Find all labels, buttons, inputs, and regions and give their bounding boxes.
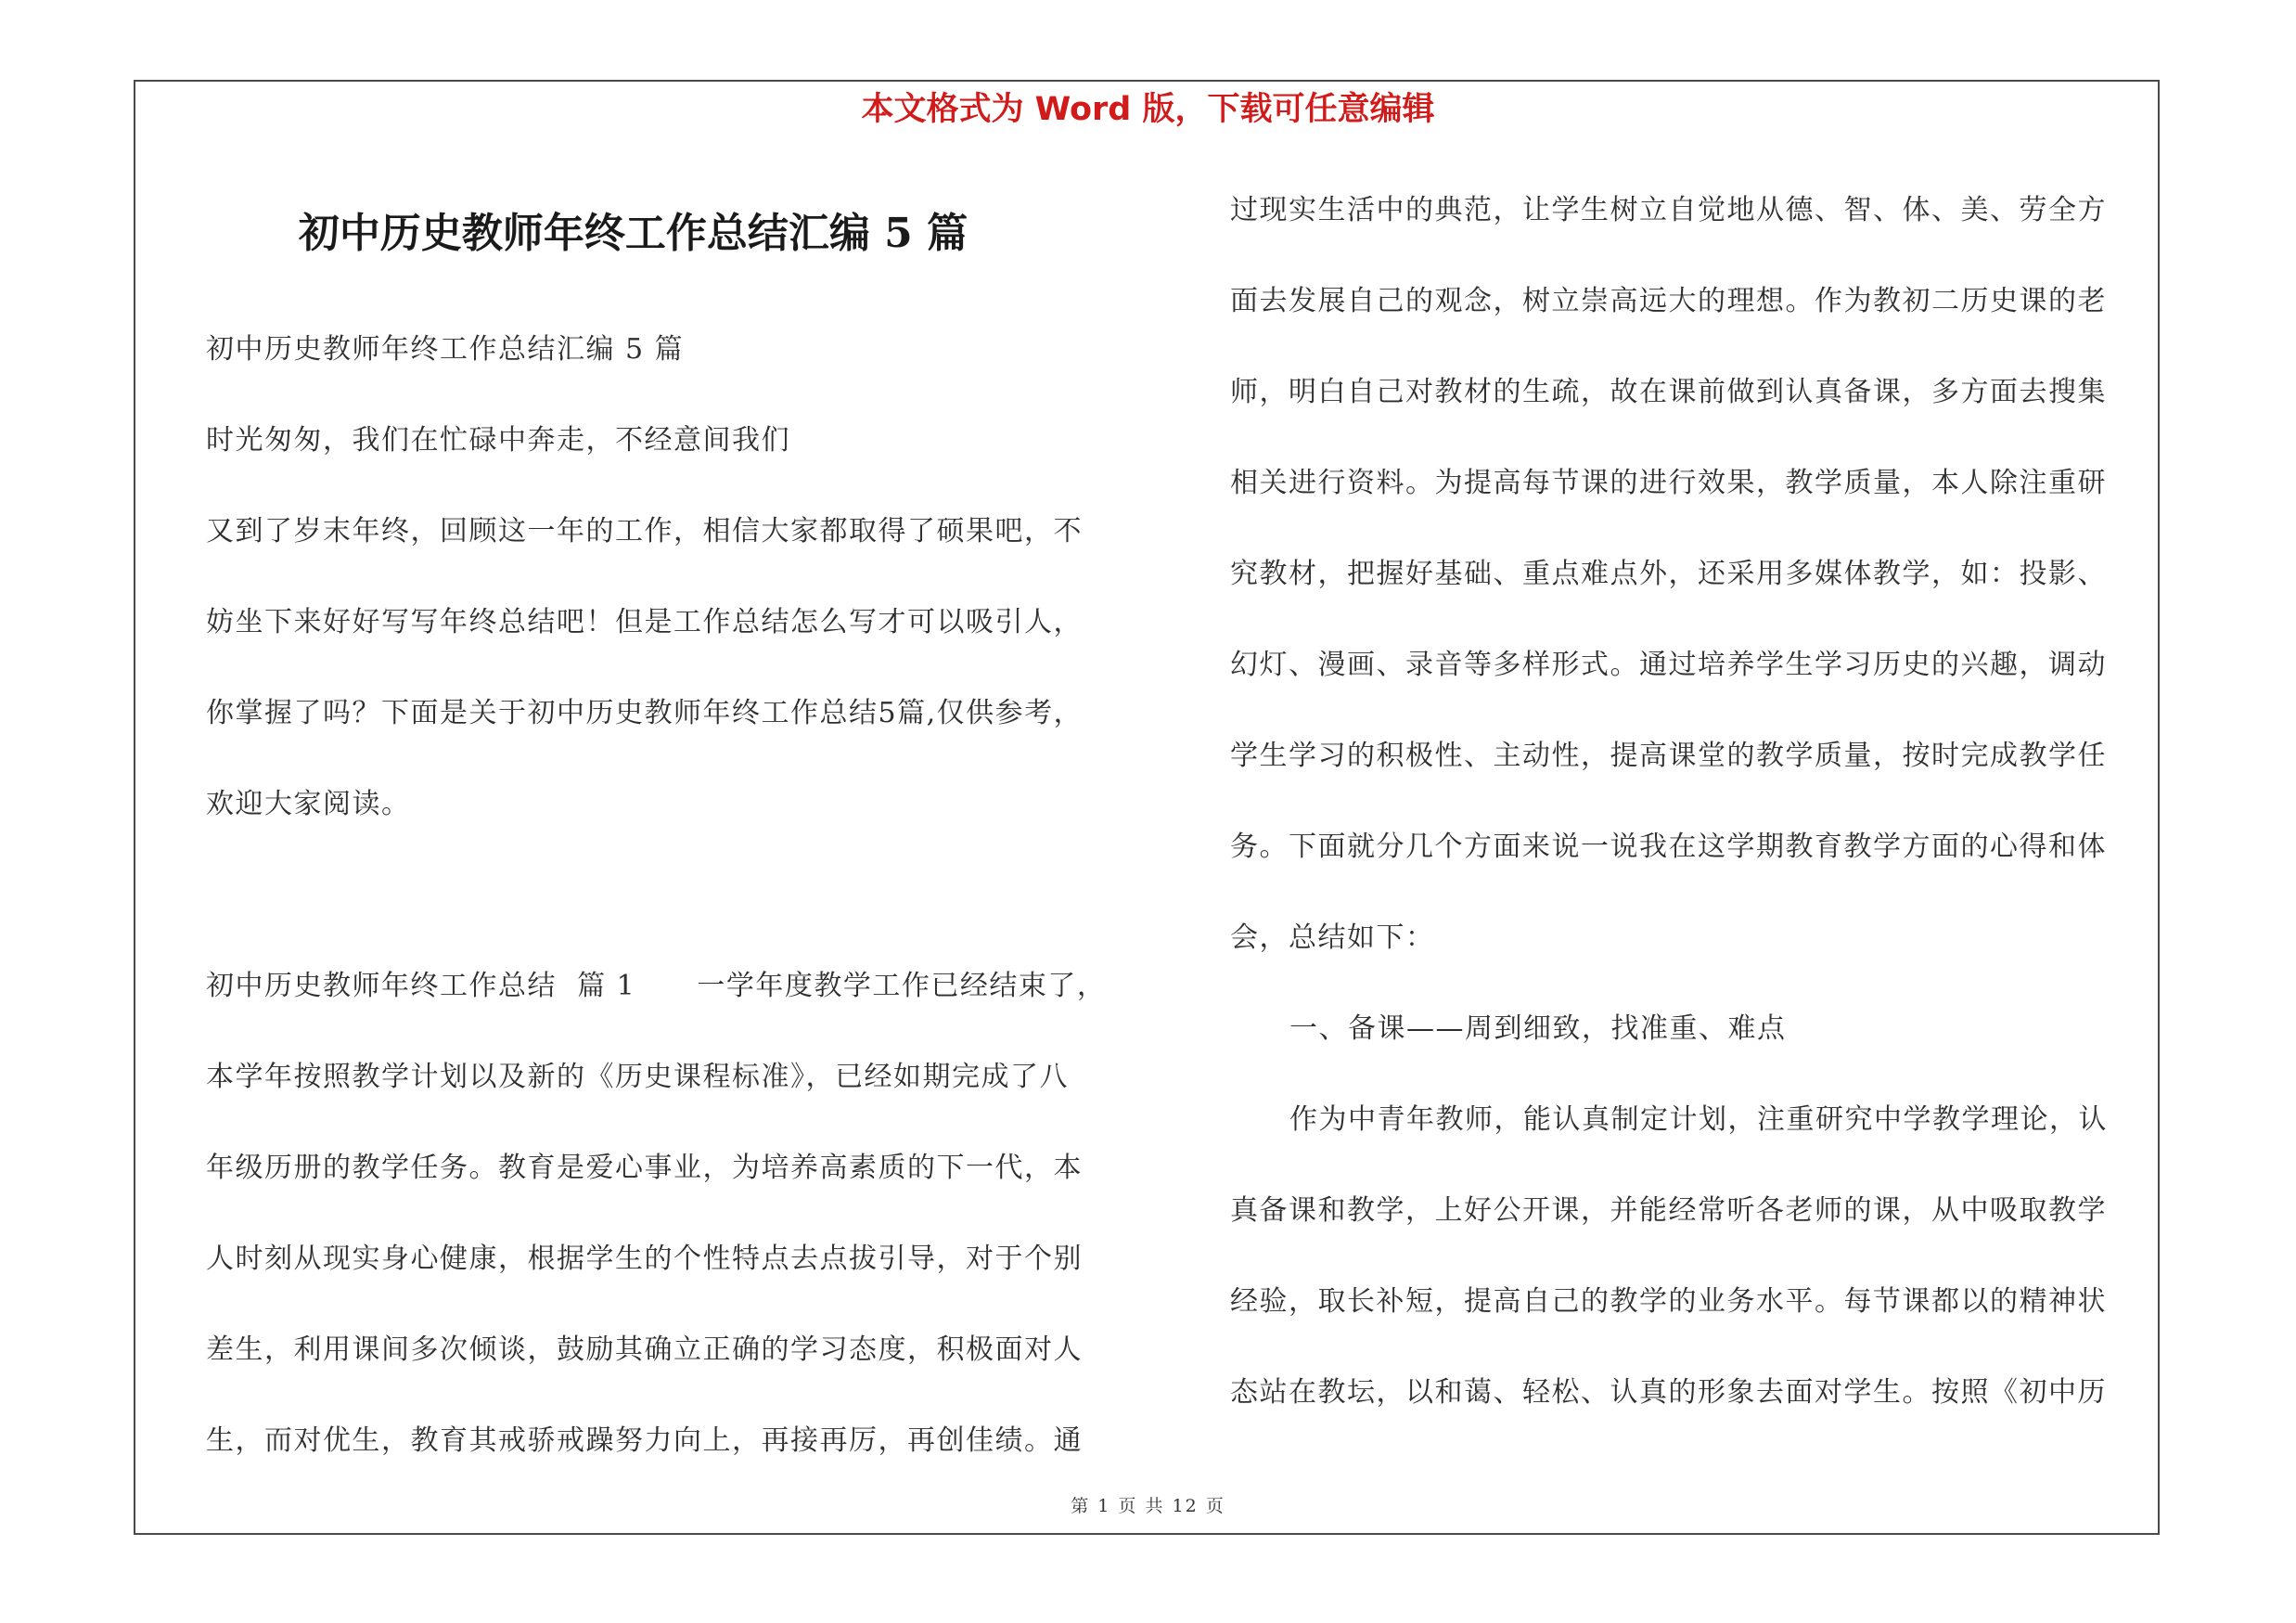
paragraph-gap bbox=[206, 850, 1143, 941]
body-line: 过现实生活中的典范，让学生树立自觉地从德、智、体、美、劳全方 bbox=[1230, 194, 2107, 226]
page-number-footer: 第 1 页 共 12 页 bbox=[1071, 1496, 1225, 1516]
section-line: 人时刻从现实身心健康，根据学生的个性特点去点拔引导，对于个别 bbox=[206, 1243, 1083, 1275]
intro-line: 你掌握了吗？下面是关于初中历史教师年终工作总结5篇,仅供参考， bbox=[206, 697, 1084, 729]
body-line: 师，明白自己对教材的生疏，故在课前做到认真备课，多方面去搜集 bbox=[1230, 376, 2107, 408]
left-column bbox=[206, 304, 1143, 1487]
body-line: 会，总结如下： bbox=[1230, 921, 1435, 954]
format-banner: 本文格式为 Word 版，下载可任意编辑 bbox=[861, 91, 1435, 128]
body-line: 究教材，把握好基础、重点难点外，还采用多媒体教学，如：投影、 bbox=[1230, 558, 2107, 590]
body-line: 面去发展自己的观念，树立崇高远大的理想。作为教初二历史课的老 bbox=[1230, 285, 2107, 317]
body-line: 经验，取长补短，提高自己的教学的业务水平。每节课都以的精神状 bbox=[1230, 1285, 2107, 1318]
section-line: 生，而对优生，教育其戒骄戒躁努力向上，再接再厉，再创佳绩。通 bbox=[206, 1424, 1083, 1457]
body-line: 作为中青年教师，能认真制定计划，注重研究中学教学理论，认 bbox=[1289, 1103, 2108, 1136]
right-column bbox=[1230, 165, 2148, 1438]
intro-line: 又到了岁末年终，回顾这一年的工作，相信大家都取得了硕果吧，不 bbox=[206, 515, 1083, 547]
intro-line: 欢迎大家阅读。 bbox=[206, 788, 411, 820]
intro-line: 妨坐下来好好写写年终总结吧！但是工作总结怎么写才可以吸引人， bbox=[206, 606, 1083, 638]
body-line: 学生学习的积极性、主动性，提高课堂的教学质量，按时完成教学任 bbox=[1230, 740, 2107, 772]
body-line: 幻灯、漫画、录音等多样形式。通过培养学生学习历史的兴趣，调动 bbox=[1230, 649, 2107, 681]
section-heading: 一、备课——周到细致，找准重、难点 bbox=[1289, 1012, 1787, 1045]
intro-line: 时光匆匆，我们在忙碌中奔走，不经意间我们 bbox=[206, 424, 790, 457]
body-line: 务。下面就分几个方面来说一说我在这学期教育教学方面的心得和体 bbox=[1230, 831, 2107, 863]
section-line: 初中历史教师年终工作总结 篇 1 一学年度教学工作已经结束了， bbox=[206, 970, 1107, 1002]
section-line: 年级历册的教学任务。教育是爱心事业，为培养高素质的下一代，本 bbox=[206, 1152, 1083, 1184]
document-title: 初中历史教师年终工作总结汇编 5 篇 bbox=[298, 210, 968, 257]
subtitle: 初中历史教师年终工作总结汇编 5 篇 bbox=[206, 333, 685, 366]
body-line: 真备课和教学，上好公开课，并能经常听各老师的课，从中吸取教学 bbox=[1230, 1194, 2107, 1227]
section-line: 本学年按照教学计划以及新的《历史课程标准》，已经如期完成了八 bbox=[206, 1061, 1069, 1093]
body-line: 相关进行资料。为提高每节课的进行效果，教学质量，本人除注重研 bbox=[1230, 467, 2107, 499]
body-line: 态站在教坛，以和蔼、轻松、认真的形象去面对学生。按照《初中历 bbox=[1230, 1376, 2107, 1409]
section-line: 差生，利用课间多次倾谈，鼓励其确立正确的学习态度，积极面对人 bbox=[206, 1333, 1083, 1366]
